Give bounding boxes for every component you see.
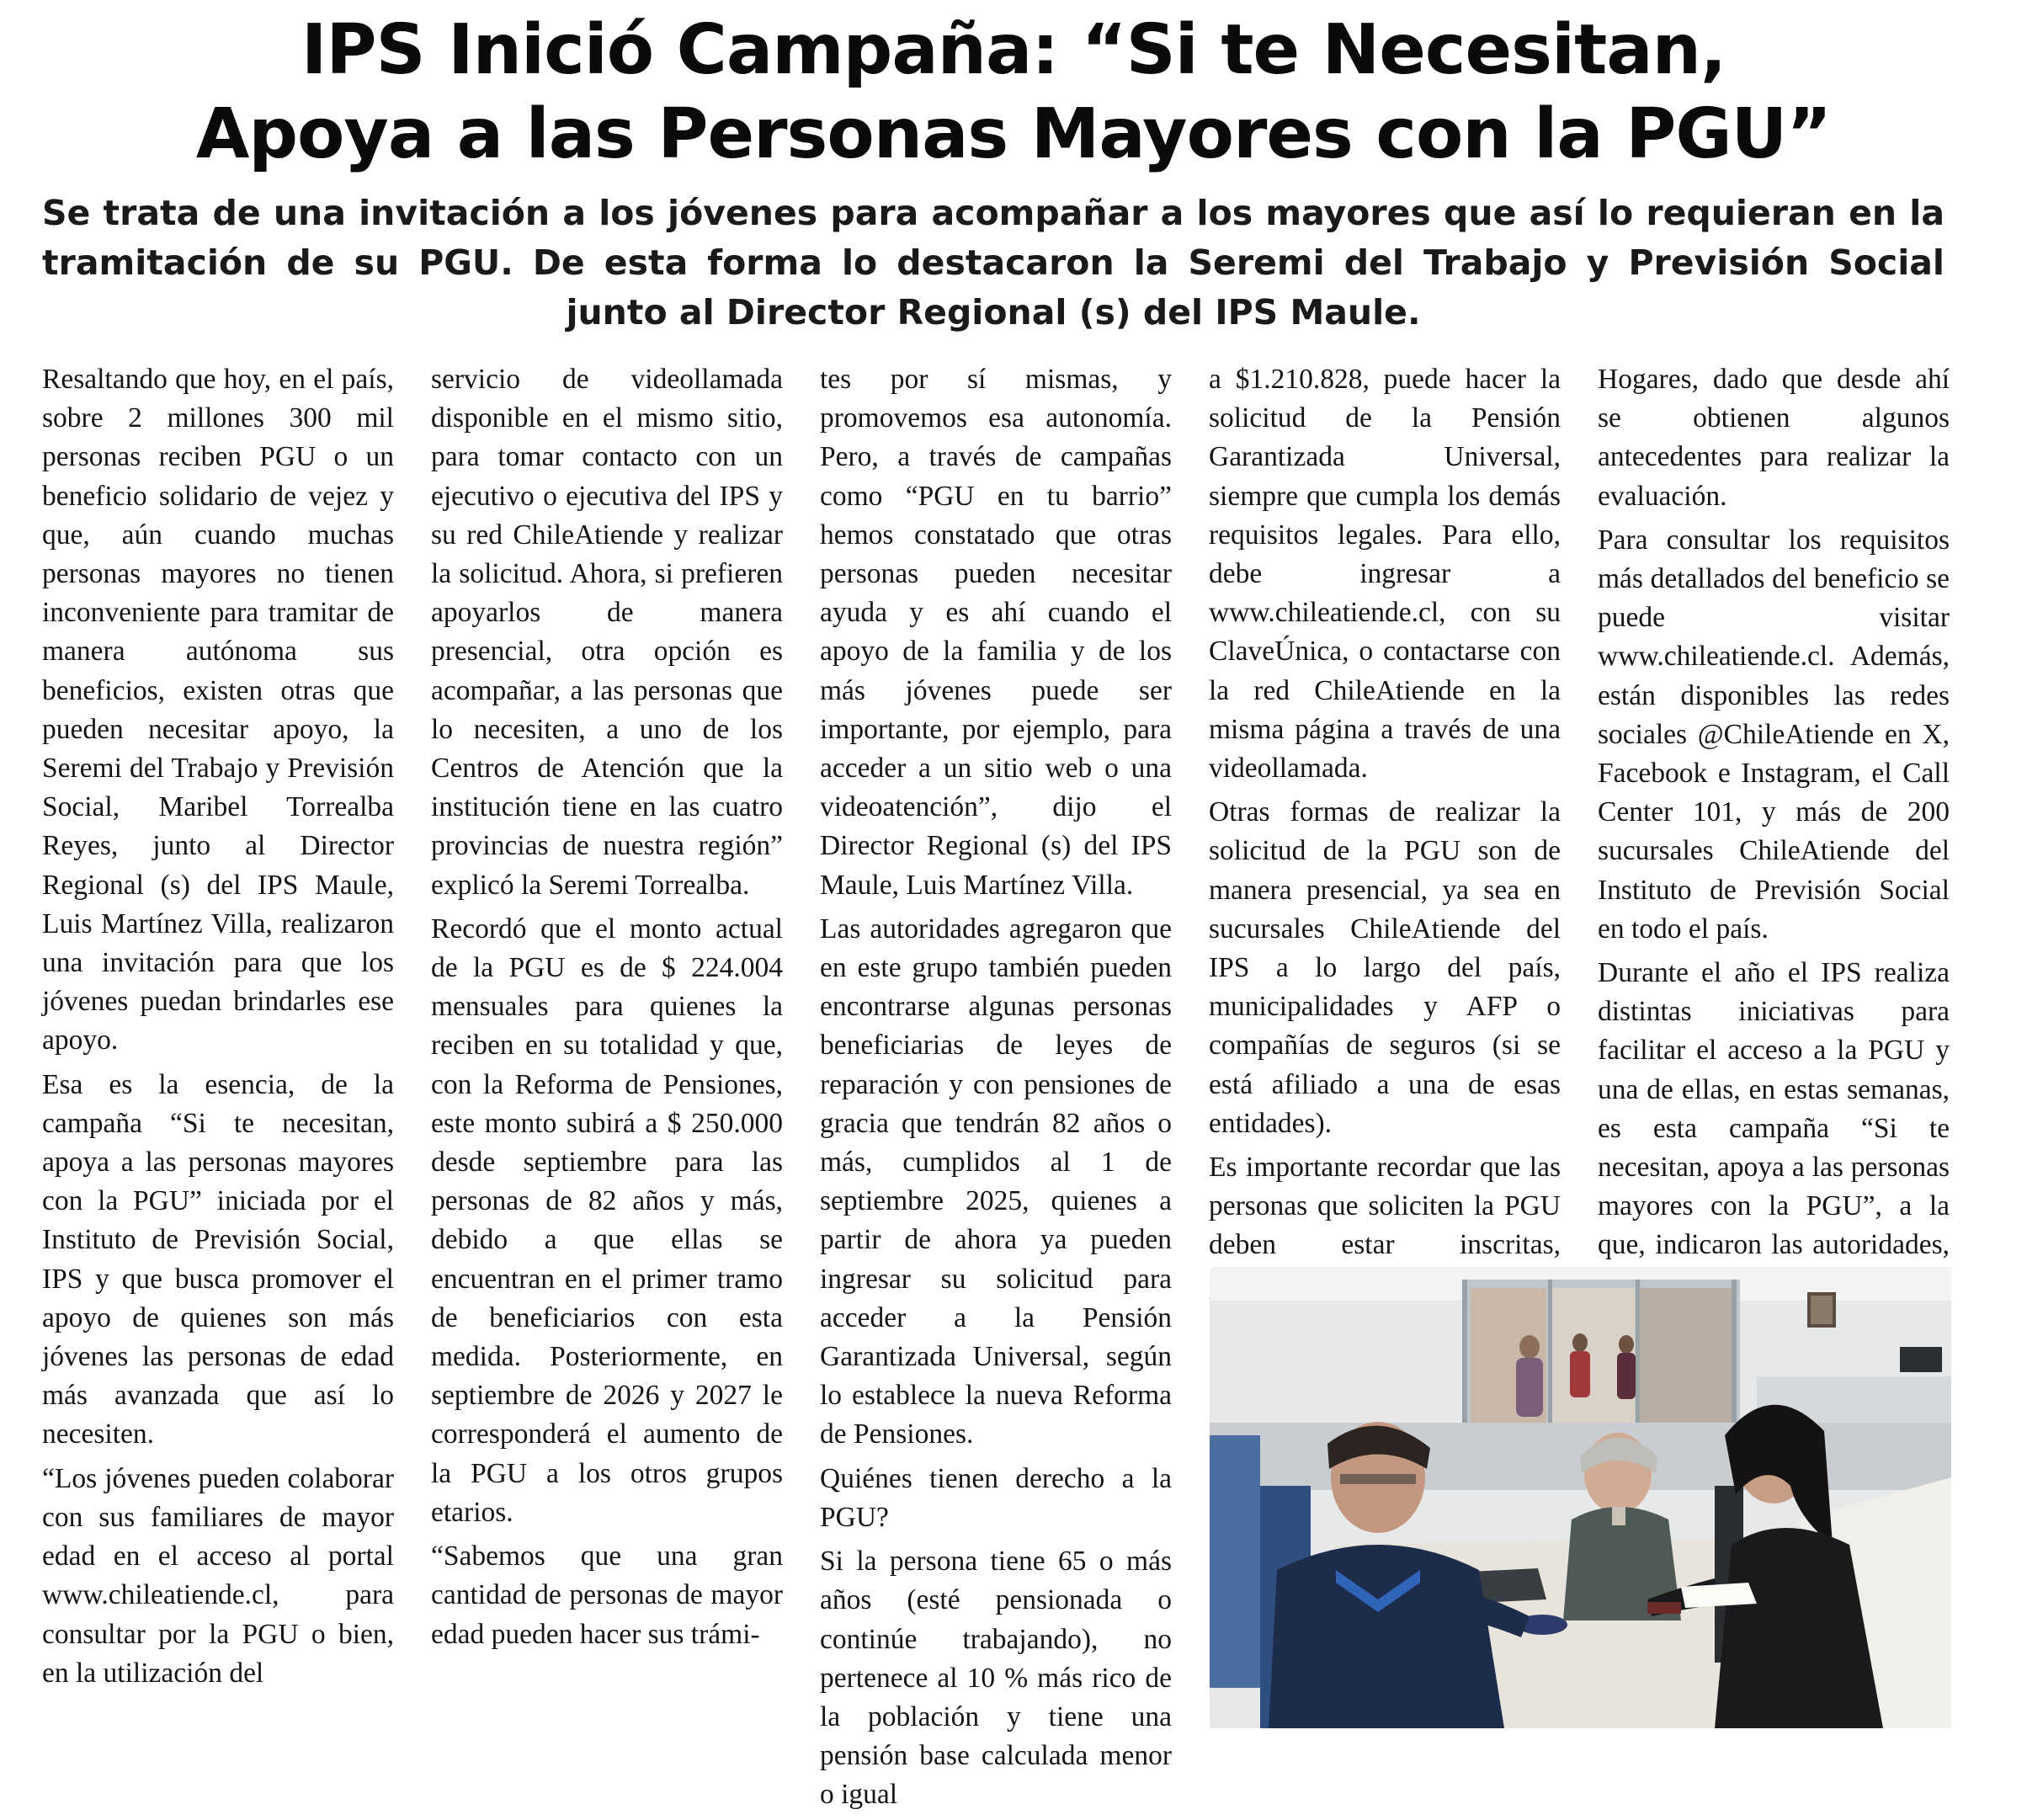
- paragraph: Para consultar los requisitos más detallados del beneficio se puede visitar www.chileatiende.cl. Además, están disponibles las redes sociales @ChileAtiende en X, Facebook e Instagram, el Call Center 101, y más de 200 sucursales ChileAtiende del Instituto de Previsión Social en todo el país.: [1598, 524, 1950, 945]
- paragraph: Es importante recordar que las personas que soliciten la PGU deben estar inscritas,: [1209, 1152, 1561, 1261]
- paragraph: Las autoridades agregaron que en este grupo también pueden encontrarse algunas personas beneficiarias de leyes de reparación y con pensiones de gracia que tendrán 82 años o más, cumplidos al 1 de septiembre 2025, quienes a partir de ahora ya pueden ingresar su solicitud para acceder a la Pensión Garantizada Universal, según lo establece la nueva Reforma de Pensiones.: [820, 913, 1172, 1450]
- article-column-3: [820, 360, 1172, 1820]
- article-column-1: [42, 360, 394, 1698]
- deck-subtitle: Se trata de una invitación a los jóvenes para acompañar a los mayores que así lo requieran en la tramitación de su PGU. De esta forma lo destacaron la Seremi del Trabajo y Previsión Social junto al Director Regional (s) del IPS Maule.: [42, 193, 1945, 333]
- headline: [34, 8, 1993, 177]
- article-column-4: [1209, 360, 1561, 1348]
- photo-illustration: [1210, 1267, 1951, 1728]
- paragraph: servicio de videollamada disponible en el mismo sitio, para tomar contacto con un ejecutivo o ejecutiva del IPS y su red ChileAtiende y realizar la solicitud. Ahora, si prefieren apoyarlos de manera presencial, otra opción es acompañar, a las personas que lo necesiten, a uno de los Centros de Atención que la institución tiene en las cuatro provincias de nuestra región” explicó la Seremi Torrealba.: [431, 364, 783, 901]
- paragraph: Si la persona tiene 65 o más años (esté pensionada o continúe trabajando), no pertenece al 10 % más rico de la población y tiene una pensión base calculada menor o igual: [820, 1546, 1172, 1811]
- paragraph: tes por sí mismas, y promovemos esa autonomía. Pero, a través de campañas como “PGU en tu barrio” hemos constatado que otras personas pueden necesitar ayuda y es ahí cuando el apoyo de la familia y de los más jóvenes puede ser importante, por ejemplo, para acceder a un sitio web o una videoatención”, dijo el Director Regional (s) del IPS Maule, Luis Martínez Villa.: [820, 364, 1172, 901]
- paragraph: Hogares, dado que desde ahí se obtienen algunos antecedentes para realizar la evaluación.: [1598, 364, 1950, 512]
- headline-line-2: Apoya a las Personas Mayores con la PGU”: [195, 94, 1832, 174]
- section-subheading: Quiénes tienen derecho a la PGU?: [820, 1462, 1172, 1533]
- paragraph: Recordó que el monto actual de la PGU es de $ 224.004 mensuales para quienes la reciben en su totalidad y que, con la Reforma de Pensiones, este monto subirá a $ 250.000 desde septiembre para las personas de 82 años y más, debido a que ellas se encuentran en el primer tramo de beneficiarios con esta medida. Posteriormente, en septiembre de 2026 y 2027 le corresponderá el aumento de la PGU a los otros grupos etarios.: [431, 913, 783, 1528]
- paragraph: Durante el año el IPS realiza distintas iniciativas para facilitar el acceso a la PGU y una de ellas, en estas semanas, es esta campaña “Si te necesitan, apoya a las personas mayores con la PGU”, a la que, indicaron las autoridades,: [1598, 957, 1950, 1261]
- article-column-2: [431, 360, 783, 1659]
- headline-line-1: IPS Inició Campaña: “Si te Necesitan,: [301, 10, 1726, 90]
- paragraph: a $1.210.828, puede hacer la solicitud de la Pensión Garantizada Universal, siempre que cumpla los demás requisitos legales. Para ello, debe ingresar a www.chileatiende.cl, con su ClaveÚnica, o contactarse con la red ChileAtiende en la misma página a través de una videollamada.: [1209, 364, 1561, 785]
- office-service-photo: [1210, 1267, 1951, 1728]
- paragraph: “Sabemos que una gran cantidad de personas de mayor edad pueden hacer sus trámi-: [431, 1541, 783, 1650]
- paragraph: Esa es la esencia, de la campaña “Si te necesitan, apoya a las personas mayores con la PGU” iniciada por el Instituto de Previsión Social, IPS y que busca promover el apoyo de quienes son más jóvenes las personas de edad más avanzada que así lo necesiten.: [42, 1068, 394, 1450]
- paragraph: Resaltando que hoy, en el país, sobre 2 millones 300 mil personas reciben PGU o un beneficio solidario de vejez y que, aún cuando muchas personas mayores no tienen inconveniente para tramitar de manera autónoma sus beneficios, existen otras que pueden necesitar apoyo, la Seremi del Trabajo y Previsión Social, Maribel Torrealba Reyes, junto al Director Regional (s) del IPS Maule, Luis Martínez Villa, realizaron una invitación para que los jóvenes puedan brindarles ese apoyo.: [42, 364, 394, 1056]
- paragraph: “Los jóvenes pueden colaborar con sus familiares de mayor edad en el acceso al portal www.chileatiende.cl, para consultar por la PGU o bien, en la utilización del: [42, 1462, 394, 1689]
- article-column-5: [1598, 360, 1950, 1348]
- paragraph: Otras formas de realizar la solicitud de la PGU son de manera presencial, ya sea en sucursales ChileAtiende del IPS a lo largo del país, municipalidades y AFP o compañías de seguros (si se está afiliado a una de esas entidades).: [1209, 796, 1561, 1139]
